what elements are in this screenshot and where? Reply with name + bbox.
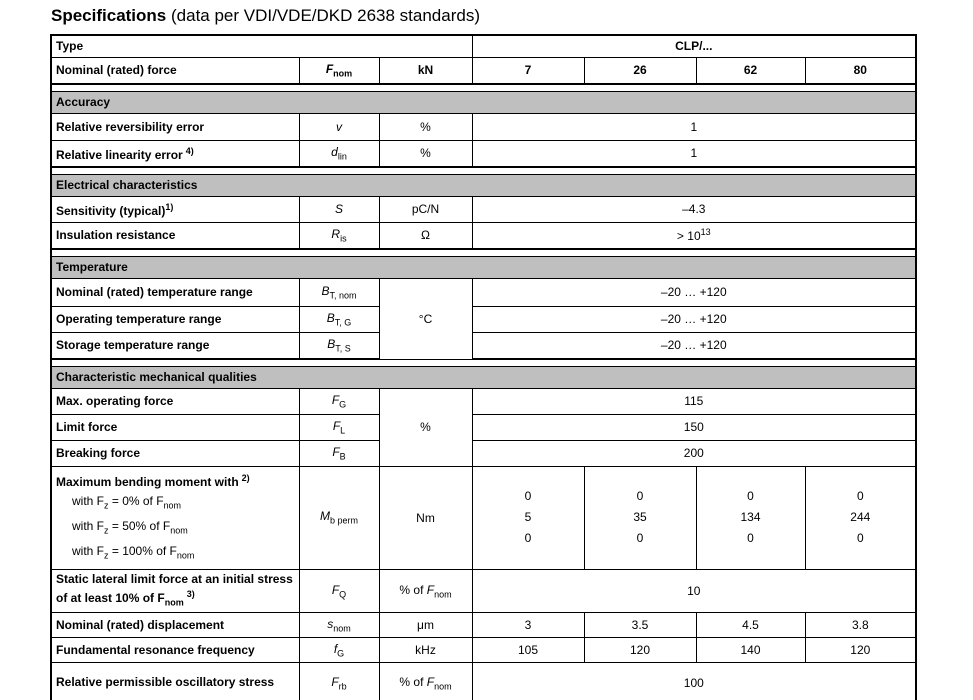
table-row-storage-temperature [51, 332, 916, 359]
symbol-subscript: nom [333, 68, 353, 79]
symbol: S [334, 202, 343, 216]
symbol-subscript: T, S [335, 343, 351, 354]
symbol: F [332, 418, 341, 433]
row-label: Max. operating force [51, 388, 299, 414]
symbol-cell [299, 613, 379, 638]
table-row-breaking-force [51, 440, 916, 466]
row-label-subscript: nom [164, 597, 184, 608]
page-title [51, 6, 973, 26]
unit-cell: Ω [379, 222, 472, 249]
row-label: Operating temperature range [51, 306, 299, 332]
value-col-3: 4.5 [696, 613, 805, 638]
unit-cell: Nm [379, 466, 472, 569]
symbol: R [331, 227, 341, 242]
section-title: Electrical characteristics [51, 174, 916, 196]
table-row-oscillatory [51, 663, 916, 700]
value-merged: –20 … +120 [472, 278, 916, 306]
symbol: F [331, 674, 339, 689]
symbol-subscript: Q [339, 589, 347, 600]
table-row-linearity [51, 140, 916, 167]
page-title-suffix: (data per VDI/VDE/DKD 2638 standards) [171, 6, 480, 25]
table-row-nominal-temperature [51, 278, 916, 306]
table-row-bending-moment [51, 466, 916, 569]
value-text: > 10 [676, 229, 701, 244]
symbol-cell [299, 306, 379, 332]
section-title: Characteristic mechanical qualities [51, 366, 916, 388]
value-col-2: 3.5 [584, 613, 696, 638]
bending-condition-1: with $F_z = 50\%$ of $F_{nom}$ [72, 518, 188, 536]
section-title: Temperature [51, 256, 916, 278]
row-label: Nominal (rated) force [51, 57, 299, 84]
unit-cell: % of $F_{nom}$ [379, 569, 472, 612]
symbol: M [319, 509, 330, 524]
value-col-2: 120 [584, 638, 696, 663]
table-row-insulation [51, 222, 916, 249]
section-band-electrical [51, 174, 916, 196]
value-merged: –20 … +120 [472, 332, 916, 359]
section-band-temperature [51, 256, 916, 278]
page-title-main: Specifications [51, 6, 167, 25]
symbol-subscript: B [339, 451, 346, 462]
value-col-2: 26 [584, 57, 696, 84]
value-col-1: 105 [472, 638, 584, 663]
row-label [51, 466, 299, 569]
unit-cell: kHz [379, 638, 472, 663]
row-label-text: Relative linearity error [56, 148, 183, 163]
symbol-cell [299, 388, 379, 414]
symbol: v [336, 119, 342, 134]
symbol-subscript: G [339, 399, 347, 410]
row-label: Insulation resistance [51, 222, 299, 249]
table-row-limit-force [51, 414, 916, 440]
value-merged: 10 [472, 569, 916, 612]
symbol-cell [299, 466, 379, 569]
row-label [51, 140, 299, 167]
row-label: Relative reversibility error [51, 113, 299, 140]
table-row-operating-temperature [51, 306, 916, 332]
symbol: F [331, 392, 340, 407]
bending-title [56, 469, 295, 491]
bending-condition-2: with $F_z = 100\%$ of $F_{nom}$ [72, 544, 195, 561]
row-label-text: Maximum bending moment with [56, 474, 239, 489]
row-label: Breaking force [51, 440, 299, 466]
symbol-subscript: L [340, 425, 346, 436]
section-gap [51, 249, 916, 256]
table-row-type [51, 35, 916, 57]
value-col-3: 140 [696, 638, 805, 663]
bending-condition-0: with $F_z = 0\%$ of $F_{nom}$ [72, 493, 182, 510]
symbol-subscript: is [340, 233, 347, 244]
symbol-subscript: G [337, 648, 345, 659]
series-label-cell: CLP/... [472, 35, 916, 57]
row-label-text: Sensitivity (typical) [56, 204, 166, 218]
row-label [51, 196, 299, 222]
table-row-sensitivity [51, 196, 916, 222]
value-col-4: 0 244 0 [805, 466, 916, 569]
symbol-cell [299, 196, 379, 222]
row-label: Storage temperature range [51, 332, 299, 359]
symbol-cell [299, 57, 379, 84]
row-label: Limit force [51, 414, 299, 440]
value-col-1: 3 [472, 613, 584, 638]
unit-cell: % [379, 113, 472, 140]
table-row-nominal-force [51, 57, 916, 84]
specifications-table [50, 34, 917, 700]
value-col-1: 7 [472, 57, 584, 84]
value-col-2: 0 35 0 [584, 466, 696, 569]
section-title: Accuracy [51, 91, 916, 113]
unit-cell-merged: °C [379, 278, 472, 359]
symbol-cell [299, 332, 379, 359]
symbol-cell [299, 414, 379, 440]
row-label: Nominal (rated) temperature range [51, 278, 299, 306]
row-label: Relative permissible oscillatory stress [51, 663, 299, 700]
row-label-text: Static lateral limit force at an initial stress of at least 10% of F [56, 571, 293, 605]
symbol: B [327, 337, 336, 352]
symbol-subscript: T, G [334, 317, 352, 328]
value-col-3: 0 134 0 [696, 466, 805, 569]
footnote-marker: 1) [165, 202, 174, 212]
value-merged: –4.3 [472, 196, 916, 222]
symbol-cell [299, 638, 379, 663]
unit-cell: % of $F_{nom}$ [379, 663, 472, 700]
value-col-3: 62 [696, 57, 805, 84]
symbol-subscript: T, nom [329, 290, 357, 301]
unit-cell: kN [379, 57, 472, 84]
symbol: s [327, 616, 334, 631]
value-col-4: 3.8 [805, 613, 916, 638]
section-band-mechanical [51, 366, 916, 388]
value-exponent: 13 [700, 227, 711, 238]
symbol: f [333, 641, 338, 656]
unit-cell: μm [379, 613, 472, 638]
unit-cell-merged: % [379, 388, 472, 466]
value-merged: 115 [472, 388, 916, 414]
type-label-cell: Type [51, 35, 472, 57]
value-merged: 200 [472, 440, 916, 466]
symbol: d [331, 145, 338, 160]
value-merged: 1 [472, 140, 916, 167]
value-merged: –20 … +120 [472, 306, 916, 332]
symbol-cell [299, 440, 379, 466]
value-merged: 100 [472, 663, 916, 700]
symbol-subscript: rb [338, 681, 347, 691]
table-row-displacement [51, 613, 916, 638]
symbol-cell [299, 113, 379, 140]
section-gap [51, 84, 916, 91]
footnote-marker: 2) [241, 472, 250, 483]
symbol-cell [299, 278, 379, 306]
value-col-4: 80 [805, 57, 916, 84]
symbol: B [321, 283, 330, 298]
value-merged [472, 222, 916, 249]
section-gap [51, 167, 916, 174]
symbol-cell [299, 222, 379, 249]
symbol-cell [299, 140, 379, 167]
value-merged: 1 [472, 113, 916, 140]
symbol: B [326, 310, 335, 325]
symbol: F [332, 444, 340, 459]
row-label: Fundamental resonance frequency [51, 638, 299, 663]
row-label [51, 569, 299, 612]
table-row-static-lateral [51, 569, 916, 612]
unit-cell: pC/N [379, 196, 472, 222]
symbol-subscript: lin [337, 151, 347, 162]
section-gap [51, 359, 916, 366]
table-row-resonance [51, 638, 916, 663]
table-row-reversibility [51, 113, 916, 140]
table-row-max-operating-force [51, 388, 916, 414]
footnote-marker: 4) [185, 146, 194, 157]
symbol-cell [299, 569, 379, 612]
symbol-subscript: nom [333, 623, 351, 634]
value-col-4: 120 [805, 638, 916, 663]
symbol: F [325, 62, 334, 77]
symbol-cell [299, 663, 379, 700]
unit-cell: % [379, 140, 472, 167]
symbol: F [331, 582, 340, 597]
symbol-subscript: b perm [329, 515, 358, 526]
footnote-marker: 3) [186, 588, 195, 599]
row-label: Nominal (rated) displacement [51, 613, 299, 638]
section-band-accuracy [51, 91, 916, 113]
value-col-1: 0 5 0 [472, 466, 584, 569]
value-merged: 150 [472, 414, 916, 440]
